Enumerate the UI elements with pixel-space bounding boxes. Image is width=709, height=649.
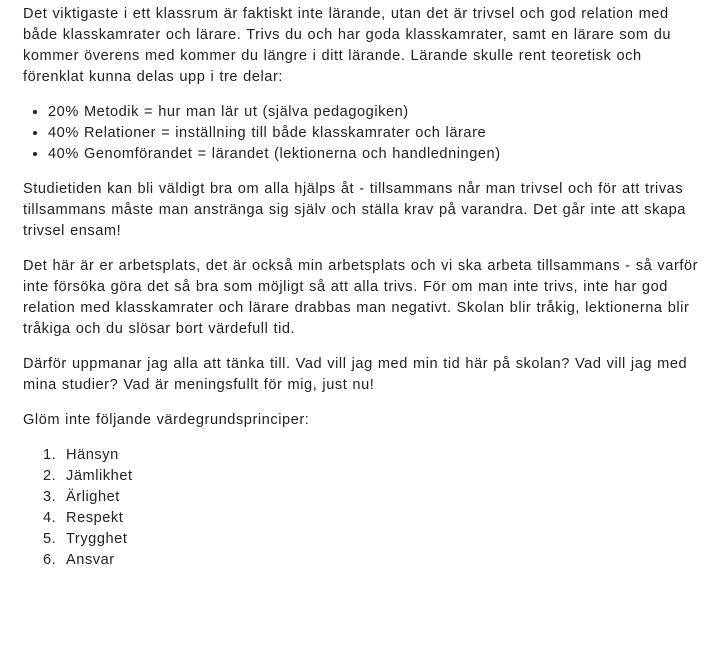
- principle-number: 1.: [43, 447, 57, 463]
- principle-label: Trygghet: [66, 531, 128, 547]
- principle-number: 2.: [43, 468, 57, 484]
- bullet-item-genomforandet: • 40% Genomförandet = lärandet (lektionerna och handledningen): [48, 144, 703, 165]
- principle-number: 4.: [43, 510, 57, 526]
- principle-label: Jämlikhet: [66, 468, 133, 484]
- intro-paragraph: Det viktigaste i ett klassrum är faktiskt inte lärande, utan det är trivsel och god relation med både klasskamrater och lärare. Trivs du och har goda klasskamrater, samt en lärare som du kommer överens med kommer du längre i ditt lärande. Lärande skulle rent teoretisk och förenklat kunna delas upp i tre delar:: [23, 6, 672, 85]
- principle-label: Ansvar: [66, 552, 115, 568]
- document-body: [23, 4, 703, 571]
- principle-label: Hänsyn: [66, 447, 119, 463]
- principle-number: 6.: [43, 552, 57, 568]
- principles-intro: Glöm inte följande värdegrundsprinciper:: [23, 412, 310, 428]
- principle-item: [43, 529, 703, 550]
- principle-item: [43, 445, 703, 466]
- principle-number: 5.: [43, 531, 57, 547]
- learning-parts-list: [23, 102, 703, 165]
- principle-number: 3.: [43, 489, 57, 505]
- principle-item: [43, 487, 703, 508]
- uppmaning-paragraph: Därför uppmanar jag alla att tänka till. Vad vill jag med min tid här på skolan? Vad vill jag med mina studier? Vad är meningsfullt för mig, just nu!: [23, 356, 688, 393]
- principle-label: Ärlighet: [66, 489, 120, 505]
- bullet-item-relationer: • 40% Relationer = inställning till både klasskamrater och lärare: [48, 123, 703, 144]
- principle-item: [43, 466, 703, 487]
- arbetsplats-paragraph: Det här är er arbetsplats, det är också min arbetsplats och vi ska arbeta tillsammans - så varför inte försöka göra det så bra som möjligt så att alla trivs. För om man inte trivs, inte har god relation med klasskamrater och lärare drabbas man negativt. Skolan blir tråkig, lektionerna blir tråkiga och du slösar bort värdefull tid.: [23, 258, 699, 337]
- studietiden-paragraph: Studietiden kan bli väldigt bra om alla hjälps åt - tillsammans når man trivsel och för att trivas tillsammans måste man anstränga sig själv och ställa krav på varandra. Det går inte att skapa trivsel ensam!: [23, 181, 686, 239]
- principle-item: [43, 550, 703, 571]
- principle-label: Respekt: [66, 510, 124, 526]
- bullet-item-metodik: • 20% Metodik = hur man lär ut (själva pedagogiken): [48, 102, 703, 123]
- principles-list: [23, 445, 703, 571]
- principle-item: [43, 508, 703, 529]
